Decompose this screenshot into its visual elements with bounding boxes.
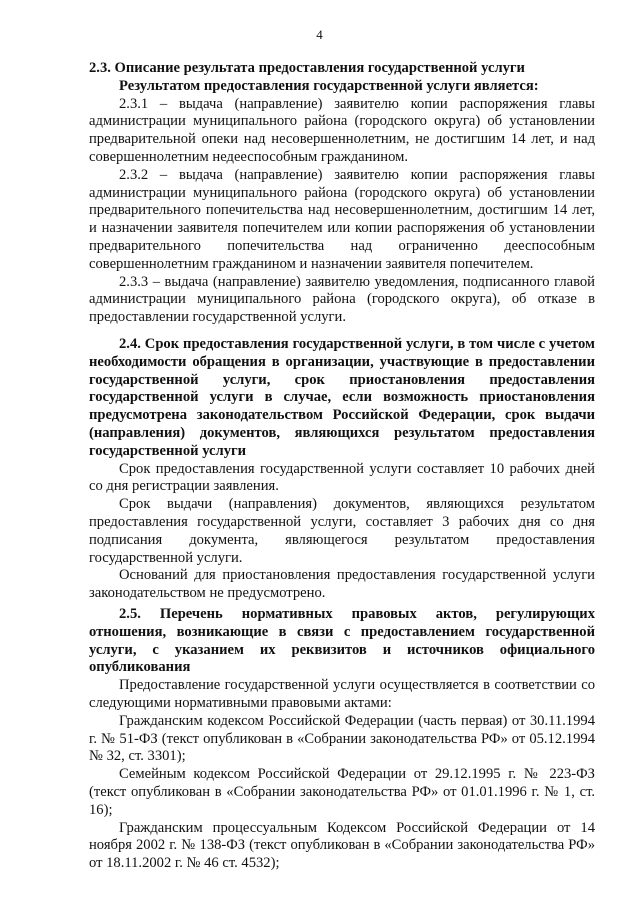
section-2-3-title: 2.3. Описание результата предоставления государственной услуги	[89, 60, 525, 76]
section-2-4-paragraph-3: Оснований для приостановления предоставления государственной услуги законодательством не предусмотрено.	[89, 567, 595, 602]
section-2-4-title: 2.4. Срок предоставления государственной услуги, в том числе с учетом необходимости обращения в организации, участвующие в предоставлении государственной услуги, срок приостановления предоставления государственной услуги в случае, если возможность приостановления предусмотрена законодательством Российской Федерации, срок выдачи (направления) документов, являющихся результатом предоставления государственной услуги	[89, 336, 595, 459]
section-2-5-paragraph-1: Предоставление государственной услуги осуществляется в соответствии со следующими нормативными правовыми актами:	[89, 677, 595, 711]
page-number: 4	[316, 27, 323, 42]
section-2-5-title: 2.5. Перечень нормативных правовых актов, регулирующих отношения, возникающие в связи с предоставлением государственной услуги, с указанием их реквизитов и источников официального опубликования	[89, 606, 595, 676]
section-2-3-paragraph-3: 2.3.3 – выдача (направление) заявителю уведомления, подписанного главой администрации муниципального района (городского округа), об отказе в предоставлении государственной услуги.	[89, 273, 595, 326]
section-2-3-paragraph-2: 2.3.2 – выдача (направление) заявителю копии распоряжения главы администрации муниципального района (городского округа) об установлении предварительного попечительства над несовершеннолетним, достигшим 14 лет, и назначении заявителя попечителем или копии распоряжения об установлении предварительного попечительства над ограниченно дееспособным совершеннолетним гражданином и назначении заявителя попечителем.	[89, 166, 595, 272]
section-2-4-paragraph-1: Срок предоставления государственной услуги составляет 10 рабочих дней со дня регистрации заявления.	[89, 460, 595, 495]
section-2-5-paragraph-3: Семейным кодексом Российской Федерации от 29.12.1995 г. № 223-ФЗ (текст опубликован в «Собрании законодательства РФ» от 01.01.1996 г. № 1, ст. 16);	[89, 766, 595, 818]
section-2-5-paragraph-4: Гражданским процессуальным Кодексом Российской Федерации от 14 ноября 2002 г. № 138-ФЗ (текст опубликован в «Собрании законодательства РФ» от 18.11.2002 г. № 46 ст. 4532);	[89, 819, 595, 872]
section-2-4-paragraph-2: Срок выдачи (направления) документов, являющихся результатом предоставления государственной услуги, составляет 3 рабочих дня со дня подписания документа, являющегося результатом предоставления государственной услуги.	[89, 496, 595, 566]
section-2-3-subtitle: Результатом предоставления государственной услуги является:	[119, 77, 539, 94]
section-2-5-paragraph-2: Гражданским кодексом Российской Федерации (часть первая) от 30.11.1994 г. № 51-ФЗ (текст опубликован в «Собрании законодательства РФ» от 05.12.1994 № 32, ст. 3301);	[89, 712, 595, 765]
section-2-3-paragraph-1: 2.3.1 – выдача (направление) заявителю копии распоряжения главы администрации муниципального района (городского округа) об установлении предварительной опеки над несовершеннолетним, не достигшим 14 лет, и над совершеннолетним недееспособным гражданином.	[89, 95, 595, 165]
